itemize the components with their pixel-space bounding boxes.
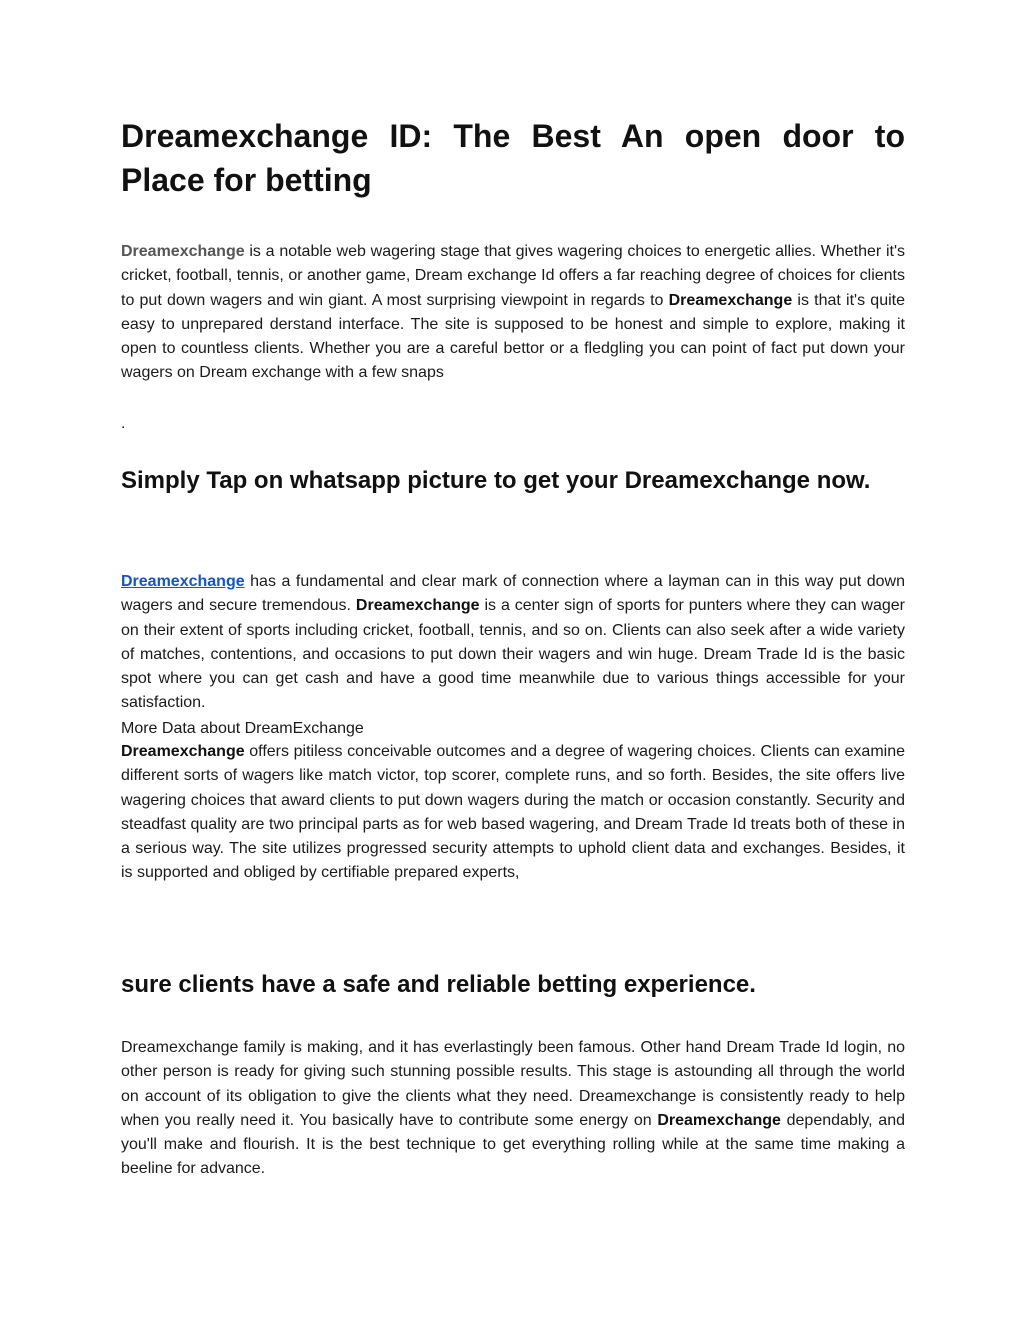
separator-dot: . <box>121 415 126 432</box>
brand-name: Dreamexchange <box>121 243 245 260</box>
more-data-label: More Data about DreamExchange <box>121 720 364 737</box>
section-heading-safe-betting: sure clients have a safe and reliable betting experience. <box>121 971 756 998</box>
paragraph-text: dependably, and you'll make and flourish. It is the best technique to get everything rolling while at the same time making a beeline for advance. <box>121 1111 905 1178</box>
dreamexchange-link[interactable]: Dreamexchange <box>121 573 245 590</box>
paragraph-text: has a fundamental and clear mark of connection where a layman can in this way put down wagers and secure tremendous. <box>121 573 905 615</box>
brand-name: Dreamexchange <box>355 597 480 615</box>
brand-name: Dreamexchange <box>121 743 245 760</box>
paragraph-text: is a center sign of sports for punters where they can wager on their extent of sports including cricket, football, tennis, and so on. Clients can also seek after a wide variety of matches, contentions, and occasions to put down their wagers and win huge. Dream Trade Id is the basic spot where you can get cash and have a good time meanwhile due to various things accessible for your satisfaction. <box>121 597 906 712</box>
paragraph-text: offers pitiless conceivable outcomes and a degree of wagering choices. Clients can examine different sorts of wagers like match victor, top scorer, complete runs, and so forth. Besides, the site offers live wagering choices that award clients to put down wagers during the match or occasion constantly. Security and steadfast quality are two principal parts as for web based wagering, and Dream Trade Id treats both of these in a serious way. The site utilizes progressed security attempts to uphold client data and exchanges. Besides, it is supported and obliged by certifiable prepared experts, <box>121 743 905 882</box>
paragraph-text: is a notable web wagering stage that gives wagering choices to energetic allies. Whether it's cricket, football, tennis, or another game, Dream exchange Id offers a far reaching degree of choices for clients to put down wagers and win giant. A most surprising viewpoint in regards to <box>121 243 905 309</box>
brand-name: Dreamexchange <box>668 291 793 309</box>
intro-paragraph <box>121 240 905 386</box>
brand-name: Dreamexchange <box>657 1111 781 1129</box>
wagering-options-paragraph <box>121 740 905 886</box>
paragraph-text: is that it's quite easy to unprepared derstand interface. The site is supposed to be honest and simple to explore, making it open to countless clients. Whether you are a careful bettor or a fledgling you can point of fact put down your wagers on Dream exchange with a few snaps <box>121 291 905 382</box>
connection-paragraph <box>121 570 905 716</box>
paragraph-text: Dreamexchange family is making, and it has everlastingly been famous. Other hand Dream Trade Id login, no other person is ready for giving such stunning possible results. This stage is astounding all through the world on account of its obligation to give the clients what they need. Dreamexchange is consistently ready to help when you really need it. You basically have to contribute some energy on <box>121 1039 905 1129</box>
section-heading-whatsapp: Simply Tap on whatsapp picture to get your Dreamexchange now. <box>121 467 871 494</box>
page-title: Dreamexchange ID: The Best An open door to Place for betting <box>121 118 905 198</box>
family-paragraph <box>121 1036 905 1182</box>
